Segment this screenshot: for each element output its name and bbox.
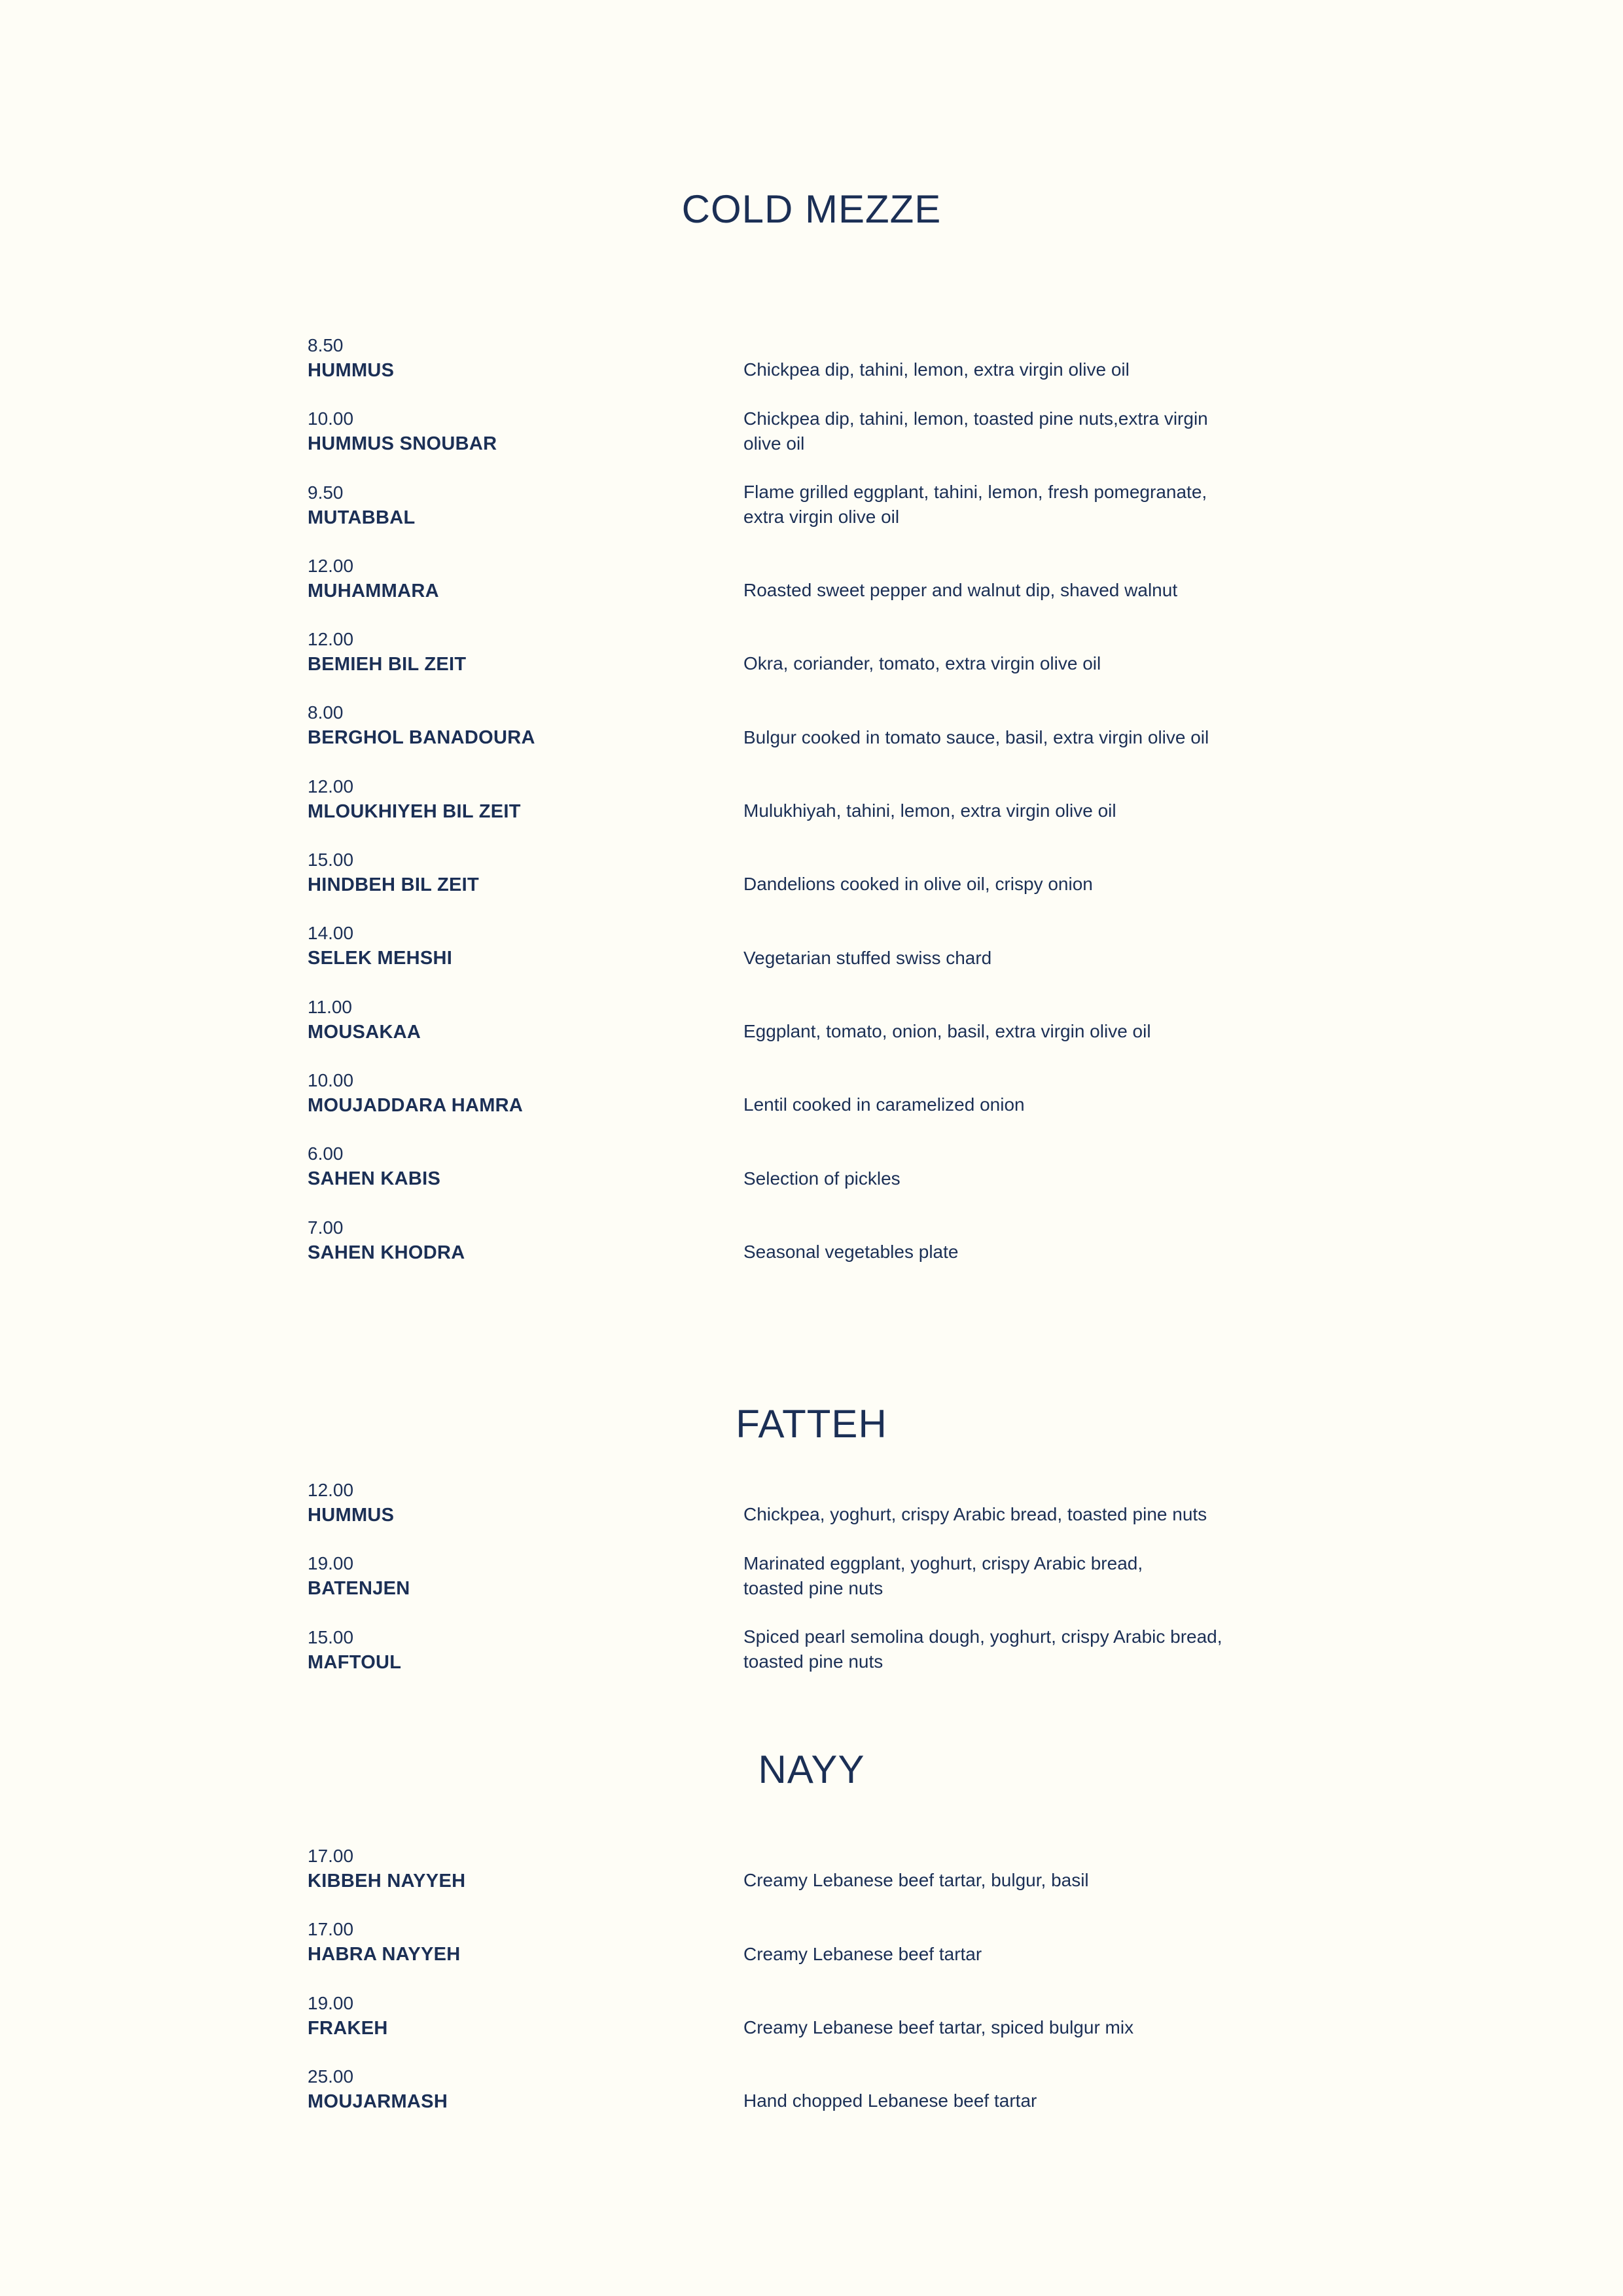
menu-item (308, 1141, 1329, 1215)
nayy-list (308, 1844, 1329, 2138)
description-line: Chickpea dip, tahini, lemon, toasted pine nuts,extra virgin (743, 408, 1208, 429)
menu-item-description (743, 725, 1209, 774)
menu-item-description (743, 1092, 1025, 1141)
menu-item-name: MUHAMMARA (308, 580, 439, 601)
menu-item-left (308, 2064, 743, 2114)
description-line: Creamy Lebanese beef tartar, spiced bulgur mix (743, 2017, 1134, 2037)
description-line: Mulukhiyah, tahini, lemon, extra virgin olive oil (743, 800, 1116, 821)
menu-item-description (743, 578, 1177, 627)
menu-item-name: MUTABBAL (308, 507, 416, 528)
description-line: Lentil cooked in caramelized onion (743, 1094, 1025, 1115)
description-line: Bulgur cooked in tomato sauce, basil, extra virgin olive oil (743, 726, 1209, 747)
menu-item (308, 700, 1329, 774)
menu-item-name: BATENJEN (308, 1578, 410, 1600)
menu-item-left (308, 1141, 743, 1191)
menu-item-price: 25.00 (308, 2066, 354, 2087)
menu-item-price: 17.00 (308, 1919, 354, 1940)
description-line: Creamy Lebanese beef tartar, bulgur, basil (743, 1870, 1089, 1891)
menu-item-description (743, 651, 1101, 700)
menu-item-name: HUMMUS (308, 1505, 395, 1526)
menu-item-price: 17.00 (308, 1846, 354, 1866)
description-line: extra virgin olive oil (743, 506, 900, 527)
menu-item (308, 848, 1329, 921)
menu-item-price: 15.00 (308, 850, 354, 870)
menu-item (308, 1551, 1329, 1624)
menu-item (308, 1917, 1329, 1990)
menu-item-description (743, 1240, 958, 1289)
section-title-fatteh: FATTEH (736, 1402, 887, 1446)
menu-item-price: 19.00 (308, 1553, 354, 1574)
menu-item-name: MOUSAKAA (308, 1021, 421, 1043)
menu-item-left (308, 406, 743, 456)
menu-item-description (743, 1624, 1222, 1698)
menu-item-description (743, 2089, 1037, 2138)
menu-item-price: 10.00 (308, 408, 354, 429)
menu-item (308, 1068, 1329, 1141)
menu-item-price: 19.00 (308, 1992, 354, 2013)
menu-item-description (743, 1551, 1143, 1625)
description-line: olive oil (743, 433, 805, 454)
menu-item-left (308, 333, 743, 383)
description-line: Marinated eggplant, yoghurt, crispy Arabic bread, (743, 1552, 1143, 1573)
description-line: Chickpea dip, tahini, lemon, extra virgin olive oil (743, 359, 1130, 380)
menu-item (308, 1991, 1329, 2064)
menu-item-name: MOUJADDARA HAMRA (308, 1094, 524, 1116)
menu-item-name: HABRA NAYYEH (308, 1944, 461, 1965)
menu-item-name: HUMMUS SNOUBAR (308, 433, 497, 455)
menu-item-name: BEMIEH BIL ZEIT (308, 654, 467, 675)
menu-item (308, 1215, 1329, 1289)
menu-item-left (308, 554, 743, 603)
menu-item-description (743, 480, 1207, 554)
menu-item (308, 554, 1329, 627)
menu-item-price: 11.00 (308, 996, 352, 1017)
menu-item-description (743, 946, 991, 995)
menu-item-price: 8.50 (308, 335, 344, 355)
menu-item-price: 15.00 (308, 1626, 354, 1647)
menu-item-name: KIBBEH NAYYEH (308, 1871, 466, 1892)
menu-item-description (743, 1502, 1207, 1551)
menu-item-price: 10.00 (308, 1069, 354, 1090)
description-line: Roasted sweet pepper and walnut dip, shaved walnut (743, 580, 1178, 601)
menu-item-name: SAHEN KABIS (308, 1168, 441, 1190)
menu-item (308, 406, 1329, 480)
menu-item-left (308, 848, 743, 897)
menu-item-description (743, 798, 1116, 848)
menu-item (308, 921, 1329, 994)
fatteh-list (308, 1478, 1329, 1698)
description-line: Chickpea, yoghurt, crispy Arabic bread, toasted pine nuts (743, 1504, 1207, 1525)
description-line: Selection of pickles (743, 1168, 901, 1189)
menu-item-left (308, 1844, 743, 1893)
section-title-nayy: NAYY (758, 1748, 865, 1791)
menu-item-left (308, 1917, 743, 1967)
menu-item (308, 1844, 1329, 1917)
menu-item (308, 995, 1329, 1068)
menu-item (308, 1478, 1329, 1551)
description-line: Creamy Lebanese beef tartar (743, 1943, 982, 1964)
description-line: Hand chopped Lebanese beef tartar (743, 2090, 1037, 2111)
menu-item-name: FRAKEH (308, 2017, 388, 2039)
menu-item-name: MOUJARMASH (308, 2090, 448, 2112)
description-line: Spiced pearl semolina dough, yoghurt, crispy Arabic bread, (743, 1626, 1222, 1647)
menu-item-name: MAFTOUL (308, 1651, 402, 1673)
menu-item-name: SAHEN KHODRA (308, 1242, 465, 1263)
description-line: toasted pine nuts (743, 1651, 883, 1672)
description-line: Flame grilled eggplant, tahini, lemon, fresh pomegranate, (743, 481, 1207, 502)
menu-item (308, 480, 1329, 554)
menu-item-price: 14.00 (308, 923, 354, 944)
menu-item-price: 12.00 (308, 555, 354, 576)
menu-item-left (308, 1215, 743, 1265)
menu-item-name: BERGHOL BANADOURA (308, 727, 535, 749)
menu-item-price: 6.00 (308, 1143, 344, 1164)
section-title-cold-mezze: COLD MEZZE (681, 187, 942, 231)
menu-item-name: SELEK MEHSHI (308, 948, 453, 969)
menu-item-left (308, 921, 743, 971)
menu-item (308, 627, 1329, 700)
menu-item-price: 12.00 (308, 629, 354, 650)
menu-item-left (308, 1068, 743, 1118)
description-line: Dandelions cooked in olive oil, crispy onion (743, 874, 1093, 895)
menu-item-price: 9.50 (308, 482, 344, 503)
menu-item (308, 2064, 1329, 2138)
menu-item-left (308, 627, 743, 677)
menu-item-description (743, 1868, 1089, 1917)
description-line: toasted pine nuts (743, 1577, 883, 1598)
menu-item-price: 12.00 (308, 776, 354, 797)
menu-item-left (308, 1991, 743, 2041)
menu-item-name: MLOUKHIYEH BIL ZEIT (308, 800, 521, 822)
menu-item-description (743, 1166, 901, 1215)
menu-item-name: HUMMUS (308, 360, 395, 381)
description-line: Seasonal vegetables plate (743, 1241, 959, 1262)
menu-item-description (743, 872, 1093, 921)
menu-item-left (308, 480, 743, 530)
menu-item-left (308, 995, 743, 1045)
menu-item-price: 7.00 (308, 1217, 344, 1238)
menu-item (308, 1625, 1329, 1698)
menu-item-description (743, 1019, 1151, 1068)
menu-item-left (308, 1551, 743, 1601)
cold-mezze-list (308, 333, 1329, 1289)
menu-item (308, 333, 1329, 406)
menu-item-description (743, 406, 1208, 480)
menu-item-name: HINDBEH BIL ZEIT (308, 874, 480, 896)
menu-item-left (308, 1478, 743, 1528)
description-line: Okra, coriander, tomato, extra virgin olive oil (743, 653, 1101, 674)
menu-item-description (743, 2015, 1133, 2064)
description-line: Eggplant, tomato, onion, basil, extra virgin olive oil (743, 1020, 1151, 1041)
menu-item (308, 774, 1329, 848)
menu-item-left (308, 1625, 743, 1675)
menu-item-price: 8.00 (308, 702, 344, 723)
description-line: Vegetarian stuffed swiss chard (743, 947, 992, 968)
menu-item-description (743, 357, 1130, 406)
menu-item-left (308, 700, 743, 750)
menu-item-left (308, 774, 743, 824)
menu-item-description (743, 1942, 982, 1991)
menu-item-price: 12.00 (308, 1480, 354, 1500)
